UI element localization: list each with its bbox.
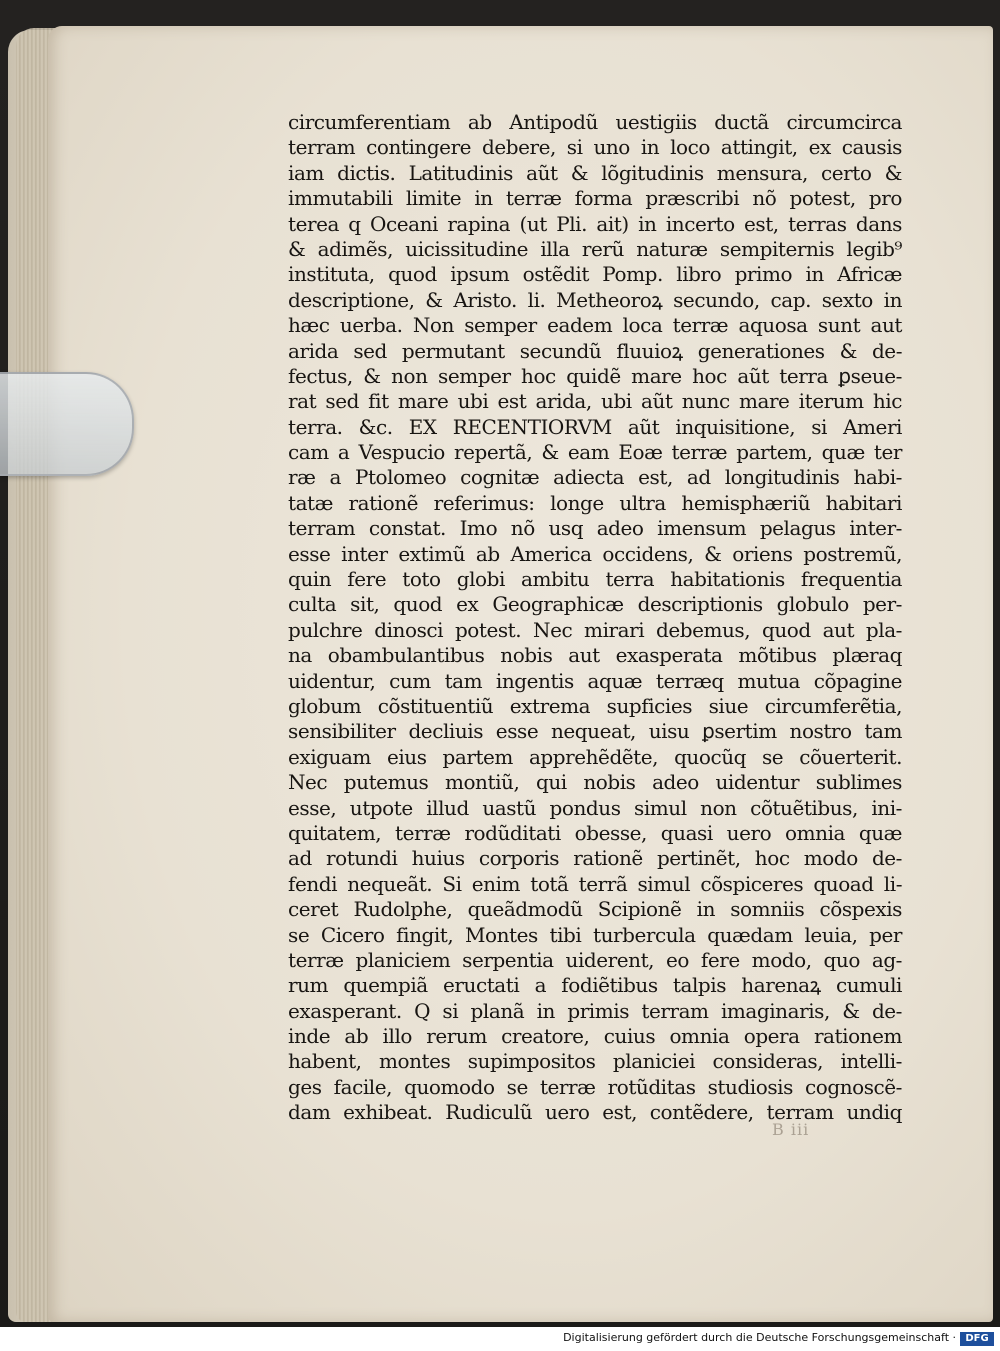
text-line: descriptione, & Aristo. li. Metheoroꝝ secundo, cap. sexto in xyxy=(288,287,902,312)
text-line: & adimẽs, uicissitudine illa rerũ naturæ sempiternis legib⁹ xyxy=(288,236,902,261)
text-line: globum cõstituentiũ extrema supficies siue circumferẽtia, xyxy=(288,693,902,718)
text-line: pulchre dinosci potest. Nec mirari debemus, quod aut pla- xyxy=(288,617,902,642)
dfg-logo: DFG xyxy=(960,1332,994,1346)
text-line: fendi nequeãt. Si enim totã terrã simul cõspiceres quoad li- xyxy=(288,871,902,896)
text-line: ræ a Ptolomeo cognitæ adiecta est, ad longitudinis habi- xyxy=(288,465,902,490)
text-line: rum quempiã eructati a fodiẽtibus talpis harenaꝝ cumuli xyxy=(288,973,902,998)
page-text xyxy=(288,110,908,1126)
text-line: iam dictis. Latitudinis aũt & lõgitudinis mensura, certo & xyxy=(288,160,902,185)
text-line: tatæ rationẽ referimus: longe ultra hemisphæriũ habitari xyxy=(288,490,902,515)
text-line: hæc uerba. Non semper eadem loca terræ aquosa sunt aut xyxy=(288,313,902,338)
text-line: ceret Rudolphe, queãdmodũ Scipionẽ in somniis cõspexis xyxy=(288,897,902,922)
text-line: dam exhibeat. Rudiculũ uero est, contẽdere, terram undiq xyxy=(288,1100,902,1125)
text-line: exiguam eius partem apprehẽdẽte, quocũq se cõuerterit. xyxy=(288,744,902,769)
page-clip xyxy=(0,372,134,476)
text-line: instituta, quod ipsum ostẽdit Pomp. libro primo in Africæ xyxy=(288,262,902,287)
text-line: esse inter extimũ ab America occidens, & oriens postremũ, xyxy=(288,541,902,566)
text-line: quitatem, terræ rodũditati obesse, quasi uero omnia quæ xyxy=(288,820,902,845)
signature-mark: B iii xyxy=(772,1120,810,1139)
text-line: sensibiliter decliuis esse nequeat, uisu ꝑsertim nostro tam xyxy=(288,719,902,744)
text-line: immutabili limite in terræ forma præscribi nõ potest, pro xyxy=(288,186,902,211)
text-line: terra. &c. EX RECENTIORVM aũt inquisitione, si Ameri xyxy=(288,414,902,439)
text-line: ges facile, quomodo se terræ rotũditas studiosis cognoscẽ- xyxy=(288,1074,902,1099)
text-line: quin fere toto globi ambitu terra habitationis frequentia xyxy=(288,567,902,592)
text-line: habent, montes supimpositos planiciei consideras, intelli- xyxy=(288,1049,902,1074)
text-line: se Cicero fingit, Montes tibi turbercula quædam leuia, per xyxy=(288,922,902,947)
text-line: terram contingere debere, si uno in loco attingit, ex causis xyxy=(288,135,902,160)
text-line: circumferentiam ab Antipodũ uestigiis ductã circumcirca xyxy=(288,110,902,134)
text-line: terræ planiciem serpentia uiderent, eo fere modo, quo ag- xyxy=(288,947,902,972)
text-line: rat sed fit mare ubi est arida, ubi aũt nunc mare iterum hic xyxy=(288,389,902,414)
text-line: culta sit, quod ex Geographicæ descriptionis globulo per- xyxy=(288,592,902,617)
text-line: fectus, & non semper hoc quidẽ mare hoc aũt terra ꝑseue- xyxy=(288,363,902,388)
text-line: Nec putemus montiũ, qui nobis adeo uidentur sublimes xyxy=(288,770,902,795)
footer-bar xyxy=(0,1327,1000,1351)
text-line: esse, utpote illud uastũ pondus simul non cõtuẽtibus, ini- xyxy=(288,795,902,820)
text-line: arida sed permutant secundũ fluuioꝝ generationes & de- xyxy=(288,338,902,363)
text-line: ad rotundi huius corporis rationẽ pertinẽt, hoc modo de- xyxy=(288,846,902,871)
text-line: cam a Vespucio repertã, & eam Eoæ terræ partem, quæ ter xyxy=(288,440,902,465)
text-line: uidentur, cum tam ingentis aquæ terræq mutua cõpagine xyxy=(288,668,902,693)
text-line: exasperant. Q si planã in primis terram imaginaris, & de- xyxy=(288,998,902,1023)
text-line: inde ab illo rerum creatore, cuius omnia opera rationem xyxy=(288,1024,902,1049)
text-line: terea q Oceani rapina (ut Pli. ait) in incerto est, terras dans xyxy=(288,211,902,236)
text-line: terram constat. Imo nõ usq adeo imensum pelagus inter- xyxy=(288,516,902,541)
text-line: na obambulantibus nobis aut exasperata mõtibus plæraq xyxy=(288,643,902,668)
footer-credit: Digitalisierung gefördert durch die Deutsche Forschungsgemeinschaft · xyxy=(563,1331,956,1344)
